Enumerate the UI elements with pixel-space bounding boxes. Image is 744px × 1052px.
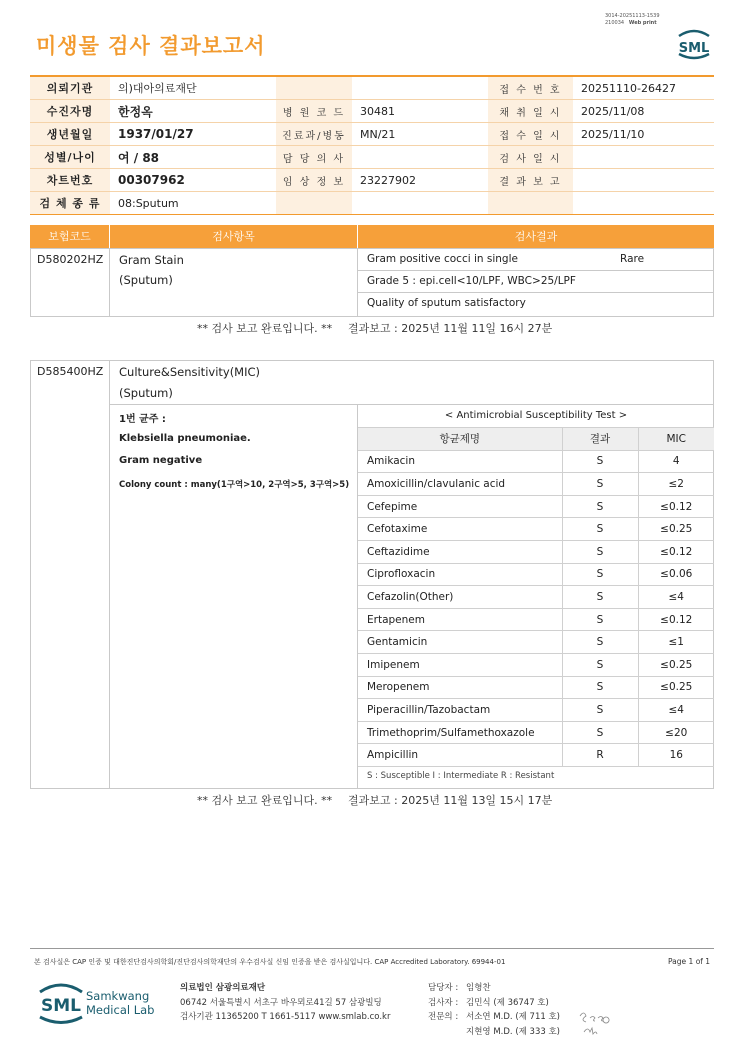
ast-result: S (562, 631, 638, 654)
gram-result-2: Grade 5 : epi.cell<10/LPF, WBC>25/LPF (367, 275, 576, 287)
ast-row (358, 676, 714, 699)
gram-report-time: 결과보고 : 2025년 11월 11일 16시 27분 (348, 322, 553, 335)
ast-result: S (562, 518, 638, 541)
field-value: 00307962 (110, 169, 276, 192)
field-value: 08:Sputum (110, 192, 276, 215)
ast-result: S (562, 608, 638, 631)
document-code (605, 13, 685, 27)
culture-code: D585400HZ (37, 365, 104, 378)
staff-name: 지현영 M.D. (제 333 호) (466, 1026, 561, 1037)
ast-row (358, 518, 714, 541)
ast-mic: ≤0.12 (638, 608, 714, 631)
patient-info-row (30, 192, 714, 215)
field-label: 수진자명 (30, 100, 110, 123)
ast-mic: ≤0.12 (638, 495, 714, 518)
web-print-label: Web print (628, 20, 657, 26)
ast-result: S (562, 473, 638, 496)
field-label (276, 192, 352, 215)
brand-line2: Medical Lab (86, 1003, 155, 1017)
field-value (573, 146, 714, 169)
ast-mic: ≤0.25 (638, 653, 714, 676)
patient-info-table (30, 75, 714, 215)
footer-logo-text: SML (41, 996, 81, 1016)
field-label: 검 체 종 류 (30, 192, 110, 215)
header-result: 검사결과 (514, 230, 558, 243)
signature-icon (578, 1008, 618, 1042)
field-label: 담 당 의 사 (276, 146, 352, 169)
field-label: 채 취 일 시 (488, 100, 573, 123)
document-code-line1: 3014-20251113-1539 (605, 13, 660, 19)
ast-table (358, 427, 714, 767)
gram-result-1: Gram positive cocci in single (367, 253, 518, 265)
colony-count: Colony count : many(1구역>10, 2구역>5, 3구역>5) (119, 480, 350, 490)
ast-row (358, 563, 714, 586)
ast-drug: Cefazolin(Other) (358, 586, 562, 609)
ast-row (358, 653, 714, 676)
staff-role: 전문의 : (428, 1012, 459, 1022)
field-label: 접 수 일 시 (488, 123, 573, 146)
ast-result: S (562, 563, 638, 586)
culture-done-note: ** 검사 보고 완료입니다. ** (197, 794, 333, 807)
staff-name: 서소연 M.D. (제 711 호) (466, 1012, 561, 1022)
patient-info-row (30, 123, 714, 146)
brand-line1: Samkwang (86, 989, 150, 1003)
ast-row (358, 721, 714, 744)
field-label: 임 상 정 보 (276, 169, 352, 192)
culture-item: Culture&Sensitivity(MIC) (119, 365, 261, 379)
gram-result-3: Quality of sputum satisfactory (367, 297, 526, 309)
patient-info-row (30, 100, 714, 123)
ast-mic: ≤20 (638, 721, 714, 744)
gram-done-note: ** 검사 보고 완료입니다. ** (197, 322, 333, 335)
ast-result: S (562, 676, 638, 699)
ast-result: R (562, 744, 638, 767)
ast-title: < Antimicrobial Susceptibility Test > (444, 410, 628, 421)
culture-specimen: (Sputum) (119, 386, 173, 400)
ast-row (358, 608, 714, 631)
ast-drug: Ertapenem (358, 608, 562, 631)
ast-result: S (562, 495, 638, 518)
page-number: Page 1 of 1 (668, 957, 711, 966)
ast-drug: Ceftazidime (358, 540, 562, 563)
field-value: 2025/11/08 (573, 100, 714, 123)
ast-mic: ≤4 (638, 586, 714, 609)
field-value: 30481 (352, 100, 488, 123)
ast-result: S (562, 653, 638, 676)
organism-gram: Gram negative (119, 455, 203, 466)
org-info (180, 981, 390, 1025)
field-label: 병 원 코 드 (276, 100, 352, 123)
field-value (573, 192, 714, 215)
field-value: 여 / 88 (110, 146, 276, 169)
gram-specimen: (Sputum) (119, 273, 173, 287)
ast-mic: 16 (638, 744, 714, 767)
ast-row (358, 473, 714, 496)
ast-result: S (562, 699, 638, 722)
organism-name: Klebsiella pneumoniae. (119, 433, 251, 444)
header-item: 검사항목 (110, 225, 358, 248)
field-value: MN/21 (352, 123, 488, 146)
field-value: 20251110-26427 (573, 76, 714, 100)
staff-entry (428, 996, 560, 1011)
ast-mic: ≤0.25 (638, 676, 714, 699)
sml-logo-icon (675, 28, 713, 60)
field-label: 의뢰기관 (30, 76, 110, 100)
field-label: 진료과/병동 (276, 123, 352, 146)
ast-row (358, 495, 714, 518)
cert-statement: 본 검사실은 CAP 인증 및 대한진단검사의학회/진단검사의학재단의 우수검사실 신임 인증을 받은 검사실입니다. CAP Accredited Laboratory. 69944-01 (34, 958, 506, 966)
brand-name (86, 989, 154, 1017)
staff-role: 검사자 : (428, 997, 459, 1008)
ast-row (358, 450, 714, 473)
gram-item: Gram Stain (119, 253, 184, 267)
sml-footer-logo-icon (36, 980, 86, 1026)
gram-code: D580202HZ (37, 253, 104, 266)
ast-result: S (562, 586, 638, 609)
ast-drug: Ciprofloxacin (358, 563, 562, 586)
patient-info-row (30, 76, 714, 100)
ast-row (358, 586, 714, 609)
gram-result-1-quant: Rare (620, 253, 645, 265)
ast-drug: Imipenem (358, 653, 562, 676)
field-value (352, 146, 488, 169)
field-label: 차트번호 (30, 169, 110, 192)
ast-mic: 4 (638, 450, 714, 473)
staff-role: 담당자 : (428, 983, 459, 993)
ast-result: S (562, 721, 638, 744)
ast-result: S (562, 540, 638, 563)
field-label: 성별/나이 (30, 146, 110, 169)
ast-drug: Piperacillin/Tazobactam (358, 699, 562, 722)
field-value: 한정옥 (110, 100, 276, 123)
field-value: 의)대아의료재단 (110, 76, 276, 100)
ast-mic: ≤0.25 (638, 518, 714, 541)
field-label (276, 76, 352, 100)
staff-name: 김민식 (제 36747 호) (466, 997, 549, 1008)
ast-drug: Ampicillin (358, 744, 562, 767)
org-address: 06742 서울특별시 서초구 바우뫼로41길 57 삼광빌딩 (180, 997, 382, 1008)
organism-label: 1번 균주 : (119, 414, 166, 425)
ast-mic: ≤0.06 (638, 563, 714, 586)
page-title: 미생물 검사 결과보고서 (36, 34, 266, 58)
ast-mic: ≤1 (638, 631, 714, 654)
ast-header-result: 결과 (562, 428, 638, 451)
field-value: 2025/11/10 (573, 123, 714, 146)
ast-mic: ≤0.12 (638, 540, 714, 563)
ast-mic: ≤2 (638, 473, 714, 496)
staff-name: 임형찬 (466, 983, 491, 993)
field-label: 검 사 일 시 (488, 146, 573, 169)
ast-drug: Trimethoprim/Sulfamethoxazole (358, 721, 562, 744)
ast-header-drug: 항균제명 (358, 428, 562, 451)
ast-header-mic: MIC (638, 428, 714, 451)
ast-drug: Amoxicillin/clavulanic acid (358, 473, 562, 496)
staff-entry (428, 981, 560, 996)
staff-entry (428, 1010, 560, 1025)
staff-list (428, 981, 560, 1039)
ast-drug: Amikacin (358, 450, 562, 473)
ast-row (358, 540, 714, 563)
field-label: 접 수 번 호 (488, 76, 573, 100)
field-value: 23227902 (352, 169, 488, 192)
logo-small-text: SML (678, 41, 710, 56)
patient-info-row (30, 169, 714, 192)
result-header-bar (30, 225, 714, 248)
field-value (352, 192, 488, 215)
ast-result: S (562, 450, 638, 473)
ast-row (358, 699, 714, 722)
org-name: 의료법인 삼광의료재단 (180, 983, 266, 993)
field-label: 결 과 보 고 (488, 169, 573, 192)
ast-row (358, 744, 714, 767)
ast-legend: S : Susceptible I : Intermediate R : Resistant (367, 771, 555, 781)
field-value: 1937/01/27 (110, 123, 276, 146)
ast-row (358, 631, 714, 654)
footer-divider (30, 948, 714, 949)
header-code: 보험코드 (30, 225, 110, 248)
ast-mic: ≤4 (638, 699, 714, 722)
culture-report-time: 결과보고 : 2025년 11월 13일 15시 17분 (348, 794, 553, 807)
field-value (573, 169, 714, 192)
field-label: 생년월일 (30, 123, 110, 146)
field-label (488, 192, 573, 215)
patient-info-row (30, 146, 714, 169)
field-value (352, 76, 488, 100)
ast-drug: Cefepime (358, 495, 562, 518)
ast-drug: Meropenem (358, 676, 562, 699)
ast-drug: Cefotaxime (358, 518, 562, 541)
org-contact: 검사기관 11365200 T 1661-5117 www.smlab.co.kr (180, 1012, 391, 1022)
document-code-line2: 210034 (605, 20, 625, 26)
staff-entry (428, 1025, 560, 1040)
ast-drug: Gentamicin (358, 631, 562, 654)
